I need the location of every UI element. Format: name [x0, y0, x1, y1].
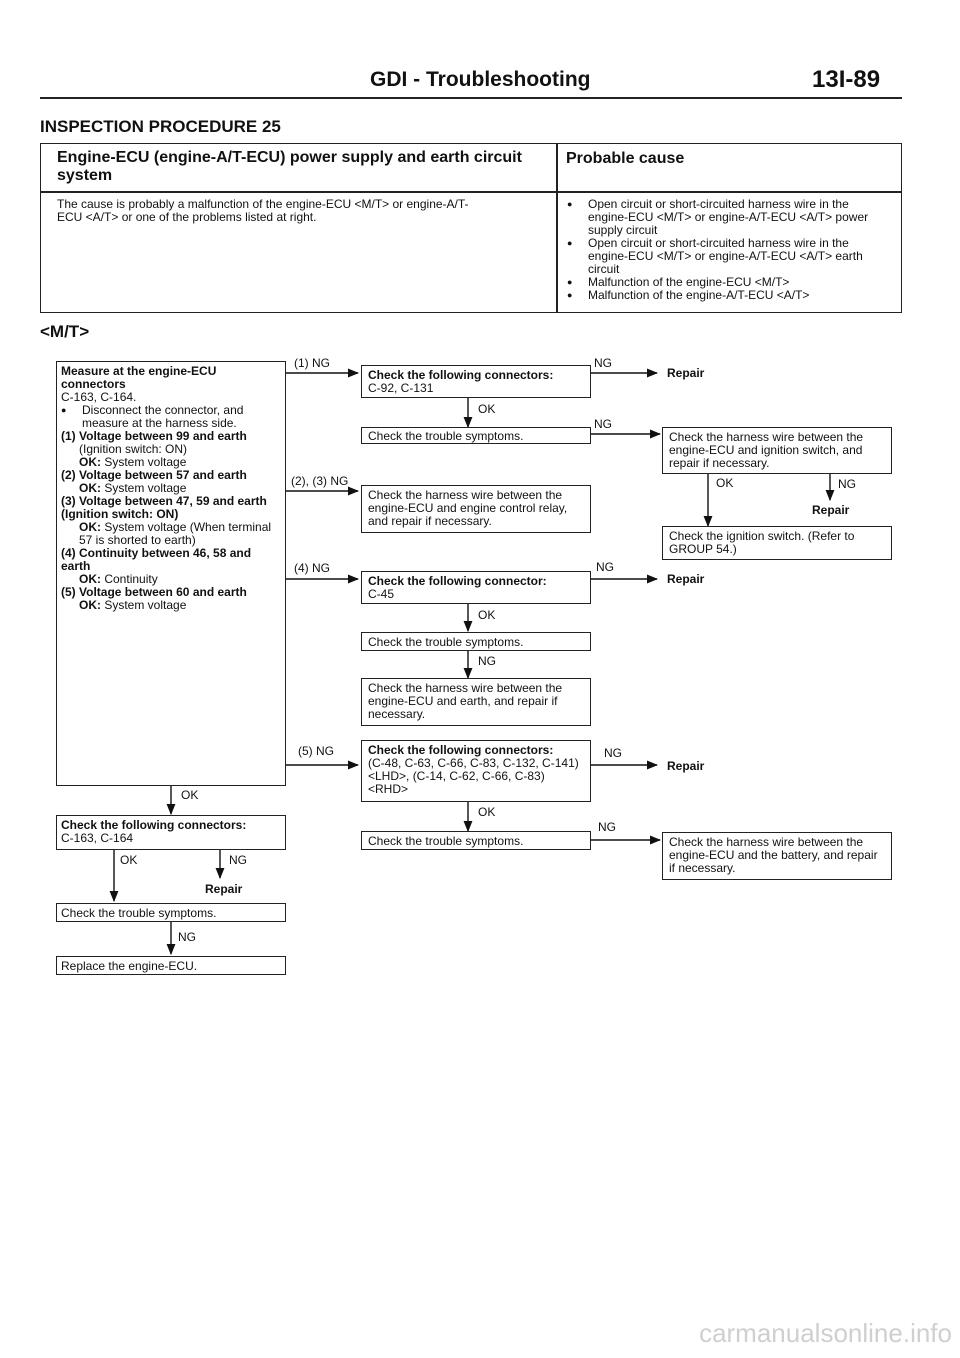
box-list: C-163, C-164	[61, 831, 134, 845]
label-ok: OK	[181, 788, 199, 802]
box-title: Check the following connectors:	[368, 368, 554, 382]
page-header-title: GDI - Troubleshooting	[370, 68, 591, 91]
label-ng-1: (1) NG	[294, 356, 330, 370]
step-5: (5) Voltage between 60 and earth	[61, 585, 247, 599]
ignition-switch-box: Check the ignition switch. (Refer to GROUP 54.)	[662, 526, 892, 560]
ok-value: System voltage	[104, 455, 187, 469]
ok-label: OK:	[79, 598, 101, 612]
step-3: (3) Voltage between 47, 59 and earth (Ignition switch: ON)	[61, 494, 267, 521]
label-ng: NG	[229, 853, 247, 867]
label-ng: NG	[594, 417, 612, 431]
check-connectors-box-3	[361, 740, 591, 802]
label-repair: Repair	[667, 759, 705, 773]
ok-value: Continuity	[104, 572, 158, 586]
table-right-heading: Probable cause	[566, 150, 685, 167]
ok-label: OK:	[79, 455, 101, 469]
label-ok: OK	[120, 853, 138, 867]
label-ng: NG	[838, 477, 856, 491]
measure-bullets	[55, 404, 281, 430]
ok-value: System voltage	[104, 481, 187, 495]
box-list: C-92, C-131	[368, 381, 434, 395]
cause-item: ● Open circuit or short-circuited harness wire in the engine-ECU <M/T> or engine-A/T-ECU <A/T> power supply circuit	[561, 198, 891, 237]
label-repair: Repair	[667, 366, 705, 380]
box-title: Check the following connector:	[368, 574, 547, 588]
ok-label: OK:	[79, 520, 101, 534]
label-ok: OK	[478, 402, 496, 416]
cause-item: ● Open circuit or short-circuited harness wire in the engine-ECU <M/T> or engine-A/T-ECU <A/T> earth circuit	[561, 237, 891, 276]
ok-label: OK:	[79, 481, 101, 495]
box-title: Check the following connectors:	[61, 818, 247, 832]
measure-box	[56, 361, 286, 786]
label-repair: Repair	[205, 882, 243, 896]
check-connectors-box-4	[56, 815, 286, 850]
ok-value: System voltage (When terminal 57 is shorted to earth)	[79, 520, 272, 547]
procedure-title: INSPECTION PROCEDURE 25	[40, 117, 281, 136]
trouble-symptoms-box-1: Check the trouble symptoms.	[361, 427, 591, 444]
label-ok: OK	[478, 805, 496, 819]
harness-relay-box: Check the harness wire between the engine-ECU and engine control relay, and repair if necessary.	[361, 485, 591, 533]
harness-earth-box: Check the harness wire between the engine-ECU and earth, and repair if necessary.	[361, 678, 591, 726]
trouble-symptoms-box-3: Check the trouble symptoms.	[361, 831, 591, 850]
label-ng: NG	[178, 930, 196, 944]
label-ng: NG	[594, 356, 612, 370]
step-3-ok	[61, 521, 281, 547]
label-ng-5: (5) NG	[298, 744, 334, 758]
watermark: carmanualsonline.info	[699, 1318, 952, 1348]
step-2: (2) Voltage between 57 and earth	[61, 468, 247, 482]
step-4: (4) Continuity between 46, 58 and earth	[61, 546, 252, 573]
harness-ignition-box: Check the harness wire between the engine-ECU and ignition switch, and repair if necessary.	[662, 427, 892, 474]
ok-value: System voltage	[104, 598, 187, 612]
label-ng-2-3: (2), (3) NG	[291, 474, 349, 488]
trouble-symptoms-box-4: Check the trouble symptoms.	[56, 903, 286, 922]
label-repair: Repair	[667, 572, 705, 586]
measure-line2: C-163, C-164.	[61, 390, 137, 404]
check-connectors-box-1	[361, 365, 591, 398]
label-ng: NG	[478, 654, 496, 668]
label-ng-4: (4) NG	[294, 561, 330, 575]
label-ok: OK	[478, 608, 496, 622]
box-list: (C-48, C-63, C-66, C-83, C-132, C-141) <LHD>, (C-14, C-62, C-66, C-83) <RHD>	[368, 756, 579, 796]
page-number: 13I-89	[812, 66, 881, 93]
section-label-mt: <M/T>	[40, 322, 90, 341]
label-ng: NG	[604, 746, 622, 760]
table-left-heading: Engine-ECU (engine-A/T-ECU) power supply and earth circuit system	[57, 149, 522, 184]
check-connector-box-2	[361, 571, 591, 604]
label-repair: Repair	[812, 503, 850, 517]
cause-item: ● Malfunction of the engine-A/T-ECU <A/T>	[561, 289, 891, 302]
step-5-ok	[61, 599, 281, 612]
ok-label: OK:	[79, 572, 101, 586]
harness-battery-box: Check the harness wire between the engine-ECU and the battery, and repair if necessary.	[662, 832, 892, 880]
box-title: Check the following connectors:	[368, 743, 554, 757]
label-ok: OK	[716, 476, 734, 490]
trouble-symptoms-box-2: Check the trouble symptoms.	[361, 632, 591, 651]
measure-line1: Measure at the engine-ECU connectors	[61, 364, 217, 391]
measure-bullet-item: ● Disconnect the connector, and measure at the harness side.	[55, 404, 281, 430]
cause-item: ● Malfunction of the engine-ECU <M/T>	[561, 276, 891, 289]
label-ng: NG	[598, 820, 616, 834]
step-1: (1) Voltage between 99 and earth	[61, 429, 247, 443]
label-ng: NG	[596, 560, 614, 574]
replace-ecu-box: Replace the engine-ECU.	[56, 956, 286, 975]
table-left-text: The cause is probably a malfunction of the engine-ECU <M/T> or engine-A/T-ECU <A/T> or one of the problems listed at right.	[57, 197, 469, 224]
box-list: C-45	[368, 587, 395, 601]
step-1-condition: (Ignition switch: ON)	[79, 442, 188, 456]
